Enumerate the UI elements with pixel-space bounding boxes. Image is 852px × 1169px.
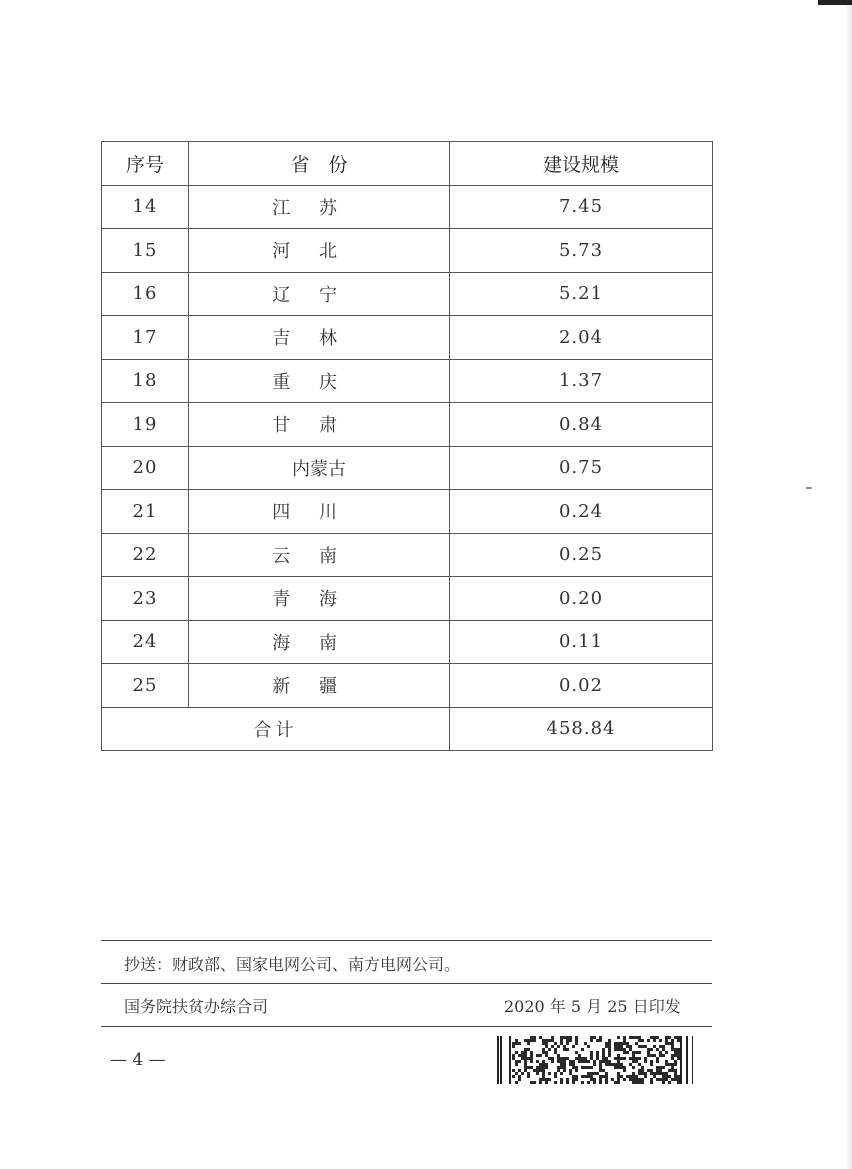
row-number: 19 [102,403,189,447]
row-number: 22 [102,533,189,577]
page-number: — 4 — [110,1050,166,1070]
row-province: 重庆 [189,359,450,403]
table-row [102,620,713,664]
barcode-icon [497,1036,693,1084]
row-scale: 0.11 [450,620,713,664]
row-number: 20 [102,446,189,490]
cc-line: 抄送：财政部、国家电网公司、南方电网公司。 [124,955,461,974]
row-number: 14 [102,185,189,229]
header-province: 省 份 [189,142,450,186]
corner-mark [818,0,852,5]
row-number: 25 [102,664,189,708]
issuer: 国务院扶贫办综合司 [124,997,269,1016]
row-province: 海南 [189,620,450,664]
row-province: 江苏 [189,185,450,229]
row-province: 辽宁 [189,272,450,316]
row-province: 内蒙古 [189,446,450,490]
row-scale: 7.45 [450,185,713,229]
table-row [102,490,713,534]
row-number: 18 [102,359,189,403]
total-label: 合计 [102,707,450,751]
scan-speck [806,487,812,489]
table-row [102,316,713,360]
table-row [102,664,713,708]
table-row [102,272,713,316]
header-no: 序号 [102,142,189,186]
row-scale: 2.04 [450,316,713,360]
row-scale: 1.37 [450,359,713,403]
row-number: 23 [102,577,189,621]
row-scale: 0.20 [450,577,713,621]
table-row [102,229,713,273]
row-province: 云南 [189,533,450,577]
row-province: 四川 [189,490,450,534]
row-number: 17 [102,316,189,360]
row-province: 甘肃 [189,403,450,447]
page-edge-shadow [846,0,852,1169]
total-value: 458.84 [450,707,713,751]
table-row [102,185,713,229]
issue-date: 2020 年 5 月 25 日印发 [504,997,681,1016]
footer-rule-top [101,940,712,941]
table-row [102,533,713,577]
row-number: 15 [102,229,189,273]
footer-rule-bottom [101,1026,712,1027]
total-row [102,707,713,751]
table-row [102,446,713,490]
table-row [102,577,713,621]
table-header-row [102,142,713,186]
row-scale: 0.25 [450,533,713,577]
table-row [102,359,713,403]
row-number: 24 [102,620,189,664]
row-province: 吉林 [189,316,450,360]
row-number: 16 [102,272,189,316]
row-number: 21 [102,490,189,534]
row-province: 新疆 [189,664,450,708]
construction-scale-table [101,141,713,751]
row-scale: 0.02 [450,664,713,708]
header-scale: 建设规模 [450,142,713,186]
row-scale: 5.73 [450,229,713,273]
table-row [102,403,713,447]
footer-rule-middle [101,983,712,984]
row-province: 青海 [189,577,450,621]
row-scale: 0.24 [450,490,713,534]
row-province: 河北 [189,229,450,273]
row-scale: 5.21 [450,272,713,316]
row-scale: 0.75 [450,446,713,490]
row-scale: 0.84 [450,403,713,447]
